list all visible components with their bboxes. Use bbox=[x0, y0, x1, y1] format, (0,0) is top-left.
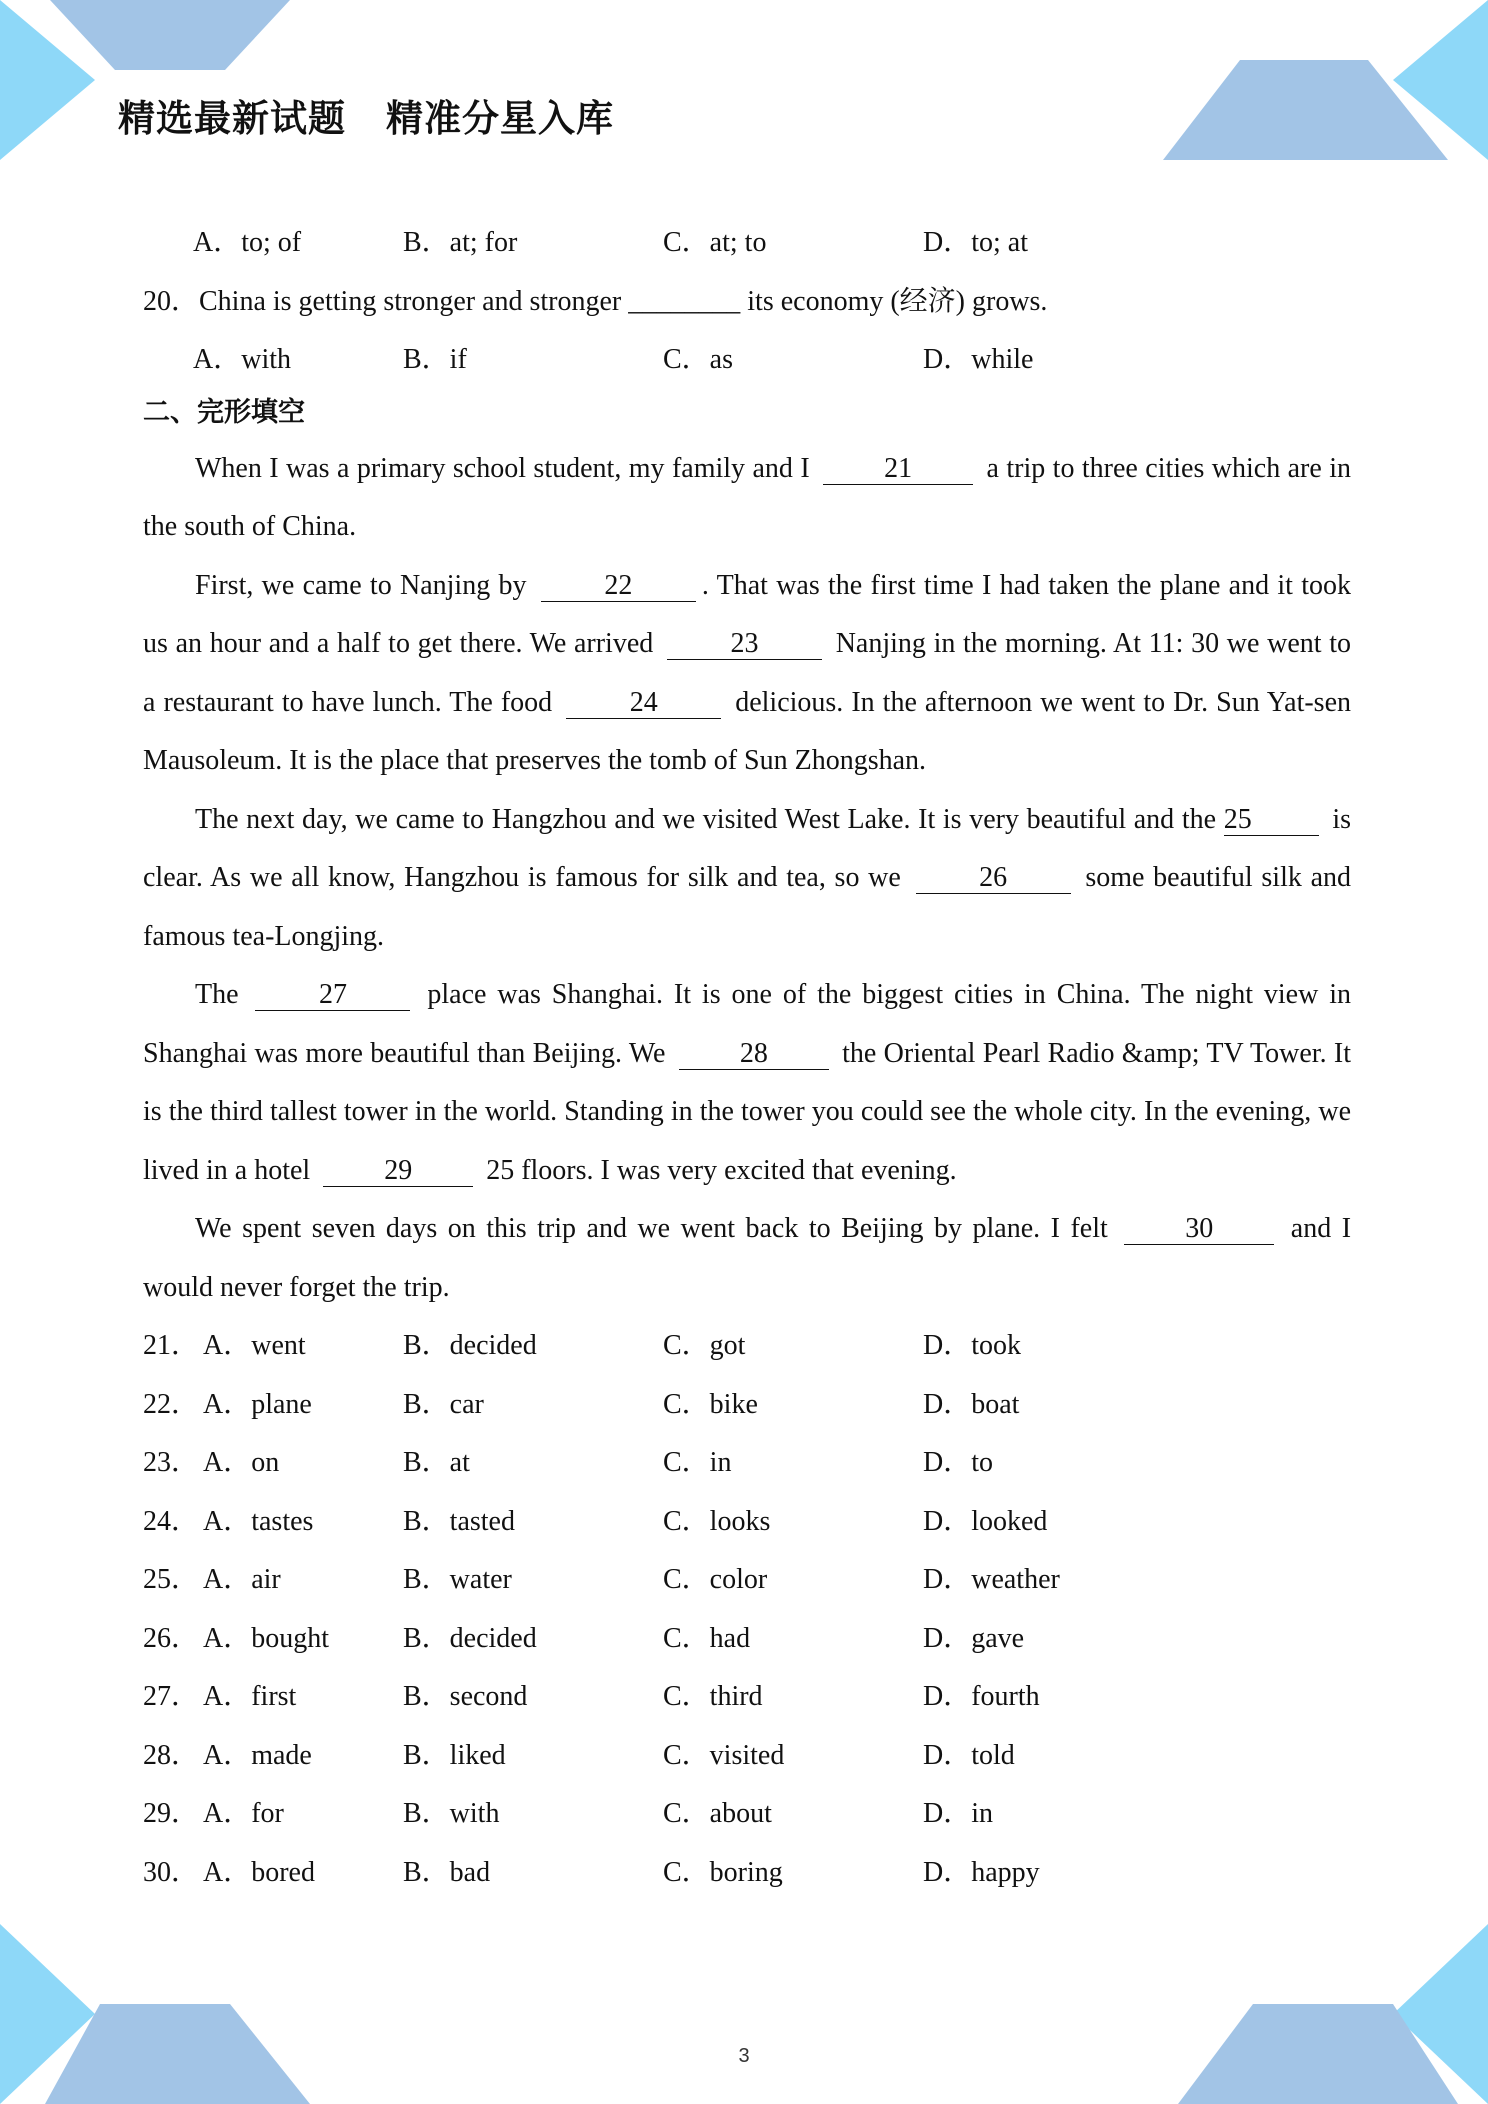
passage-text: Nanjing in the morning. At 11: 30 we went to a restaurant to have lunch. The food bbox=[143, 628, 1352, 718]
option-a: A．went bbox=[203, 1330, 306, 1361]
question-number: 29． bbox=[143, 1798, 200, 1829]
option-c: C．at; to bbox=[663, 227, 767, 258]
header-title bbox=[118, 88, 614, 142]
option-d: D．told bbox=[923, 1739, 1015, 1771]
blank-28: 28 bbox=[679, 1039, 829, 1070]
option-b: B．second bbox=[403, 1681, 528, 1712]
passage-text: the Oriental Pearl Radio &amp; TV Tower. It is the third tallest tower in the world. Standing in the tower you could see the whole city. In the evening, we lived in a hotel bbox=[143, 1037, 1351, 1186]
bottom-left-decoration bbox=[0, 1924, 330, 2104]
question-row bbox=[143, 1668, 1351, 1727]
passage-text: The bbox=[195, 979, 239, 1010]
blank-23: 23 bbox=[667, 629, 822, 660]
option-d: D．fourth bbox=[923, 1681, 1040, 1712]
option-c: C．boring bbox=[663, 1856, 783, 1888]
option-c: C．about bbox=[663, 1798, 772, 1829]
option-d: D．took bbox=[923, 1330, 1022, 1361]
question-number: 30． bbox=[143, 1856, 200, 1888]
passage-text: First, we came to Nanjing by bbox=[195, 569, 527, 601]
option-c: C．bike bbox=[663, 1388, 758, 1420]
blank-24: 24 bbox=[566, 688, 721, 719]
question-list bbox=[143, 1317, 1351, 1902]
option-c: C．as bbox=[663, 344, 734, 375]
question-row bbox=[143, 1376, 1351, 1435]
question-number: 26． bbox=[143, 1622, 200, 1654]
passage-text: 25 floors. I was very excited that evening. bbox=[486, 1154, 957, 1186]
passage-text: The next day, we came to Hangzhou and we visited West Lake. It is very beautiful and the bbox=[195, 803, 1217, 835]
option-b: B．water bbox=[403, 1564, 512, 1595]
option-a: A．with bbox=[193, 344, 292, 375]
bottom-right-decoration bbox=[1158, 1924, 1488, 2104]
question-row bbox=[143, 1317, 1351, 1376]
option-c: C．had bbox=[663, 1622, 751, 1654]
header-title-part1: 精选最新试题 bbox=[118, 97, 346, 140]
passage-paragraph-5 bbox=[143, 1200, 1351, 1317]
question-number: 28． bbox=[143, 1739, 200, 1771]
option-d: D．boat bbox=[923, 1388, 1020, 1420]
section-title: 二、完形填空 bbox=[143, 396, 305, 428]
passage-paragraph-1 bbox=[143, 440, 1351, 557]
passage-text: a trip to three cities which are in the south of China. bbox=[143, 452, 1352, 542]
option-b: B．decided bbox=[403, 1622, 537, 1654]
option-c: C．looks bbox=[663, 1505, 771, 1537]
passage-text: . That was the first time I had taken the plane and it took us an hour and a half to get there. We arrived bbox=[143, 569, 1352, 659]
option-a: A．on bbox=[203, 1447, 280, 1478]
option-a: A．to; of bbox=[193, 227, 302, 258]
passage-text: some beautiful silk and famous tea-Longjing. bbox=[143, 862, 1352, 952]
option-b: B．bad bbox=[403, 1856, 491, 1888]
blank-27: 27 bbox=[255, 980, 410, 1011]
question-row bbox=[143, 1434, 1351, 1493]
document-body bbox=[143, 214, 1351, 1902]
option-b: B．with bbox=[403, 1798, 500, 1829]
question-row bbox=[143, 1551, 1351, 1610]
option-a: A．for bbox=[203, 1798, 284, 1829]
header-title-part2: 精准分星入库 bbox=[386, 97, 614, 140]
option-a: A．made bbox=[203, 1739, 312, 1771]
page-number: 3 bbox=[738, 2045, 750, 2067]
question-row bbox=[143, 1610, 1351, 1669]
passage-text: is clear. As we all know, Hangzhou is famous for silk and tea, so we bbox=[143, 803, 1352, 893]
option-d: D．weather bbox=[923, 1564, 1060, 1595]
option-b: B．at bbox=[403, 1447, 470, 1478]
option-a: A．bought bbox=[203, 1622, 330, 1654]
passage-paragraph-2 bbox=[143, 557, 1351, 791]
blank-22: 22 bbox=[541, 571, 696, 602]
blank-25: 25 bbox=[1224, 805, 1319, 836]
blank-29: 29 bbox=[323, 1156, 473, 1187]
option-a: A．tastes bbox=[203, 1505, 314, 1537]
passage-text: When I was a primary school student, my family and I bbox=[195, 452, 810, 484]
option-c: C．in bbox=[663, 1447, 732, 1478]
passage-paragraph-4 bbox=[143, 966, 1351, 1200]
option-b: B．tasted bbox=[403, 1505, 515, 1537]
option-b: B．car bbox=[403, 1388, 484, 1420]
option-c: C．color bbox=[663, 1564, 768, 1595]
option-a: A．first bbox=[203, 1681, 297, 1712]
question-number: 25． bbox=[143, 1564, 200, 1595]
option-b: B．at; for bbox=[403, 227, 518, 258]
question-20-options bbox=[143, 331, 1351, 390]
option-c: C．third bbox=[663, 1681, 763, 1712]
option-d: D．gave bbox=[923, 1622, 1025, 1654]
question-20-stem: 20．China is getting stronger and stronger ________ its economy (经济) grows. bbox=[143, 285, 1048, 317]
option-a: A．air bbox=[203, 1564, 281, 1595]
question-number: 27． bbox=[143, 1681, 200, 1712]
passage-text: place was Shanghai. It is one of the biggest cities in China. The night view in Shanghai was more beautiful than Beijing. We bbox=[143, 979, 1352, 1069]
question-number: 22． bbox=[143, 1388, 200, 1420]
question-19-options bbox=[143, 214, 1351, 273]
option-c: C．got bbox=[663, 1330, 746, 1361]
question-row bbox=[143, 1785, 1351, 1844]
option-d: D．to; at bbox=[923, 227, 1028, 258]
option-d: D．looked bbox=[923, 1505, 1048, 1537]
option-a: A．plane bbox=[203, 1388, 312, 1420]
option-b: B．decided bbox=[403, 1330, 537, 1361]
option-d: D．in bbox=[923, 1798, 994, 1829]
question-number: 21． bbox=[143, 1330, 200, 1361]
question-row bbox=[143, 1844, 1351, 1903]
option-a: A．bored bbox=[203, 1856, 315, 1888]
question-row bbox=[143, 1493, 1351, 1552]
blank-21: 21 bbox=[823, 454, 973, 485]
option-c: C．visited bbox=[663, 1739, 785, 1771]
question-row bbox=[143, 1727, 1351, 1786]
option-b: B．liked bbox=[403, 1739, 506, 1771]
option-d: D．to bbox=[923, 1447, 994, 1478]
question-number: 23． bbox=[143, 1447, 200, 1478]
top-right-decoration bbox=[1158, 0, 1488, 165]
passage-text: We spent seven days on this trip and we went back to Beijing by plane. I felt bbox=[195, 1213, 1108, 1244]
passage-text: delicious. In the afternoon we went to Dr. Sun Yat-sen Mausoleum. It is the place that preserves the tomb of Sun Zhongshan. bbox=[143, 686, 1352, 776]
passage-paragraph-3 bbox=[143, 791, 1351, 967]
blank-30: 30 bbox=[1124, 1214, 1274, 1245]
option-d: D．happy bbox=[923, 1856, 1040, 1888]
option-d: D．while bbox=[923, 344, 1034, 375]
question-number: 24． bbox=[143, 1505, 200, 1537]
option-b: B．if bbox=[403, 344, 467, 375]
passage-text: and I would never forget the trip. bbox=[143, 1213, 1352, 1303]
blank-26: 26 bbox=[916, 863, 1071, 894]
